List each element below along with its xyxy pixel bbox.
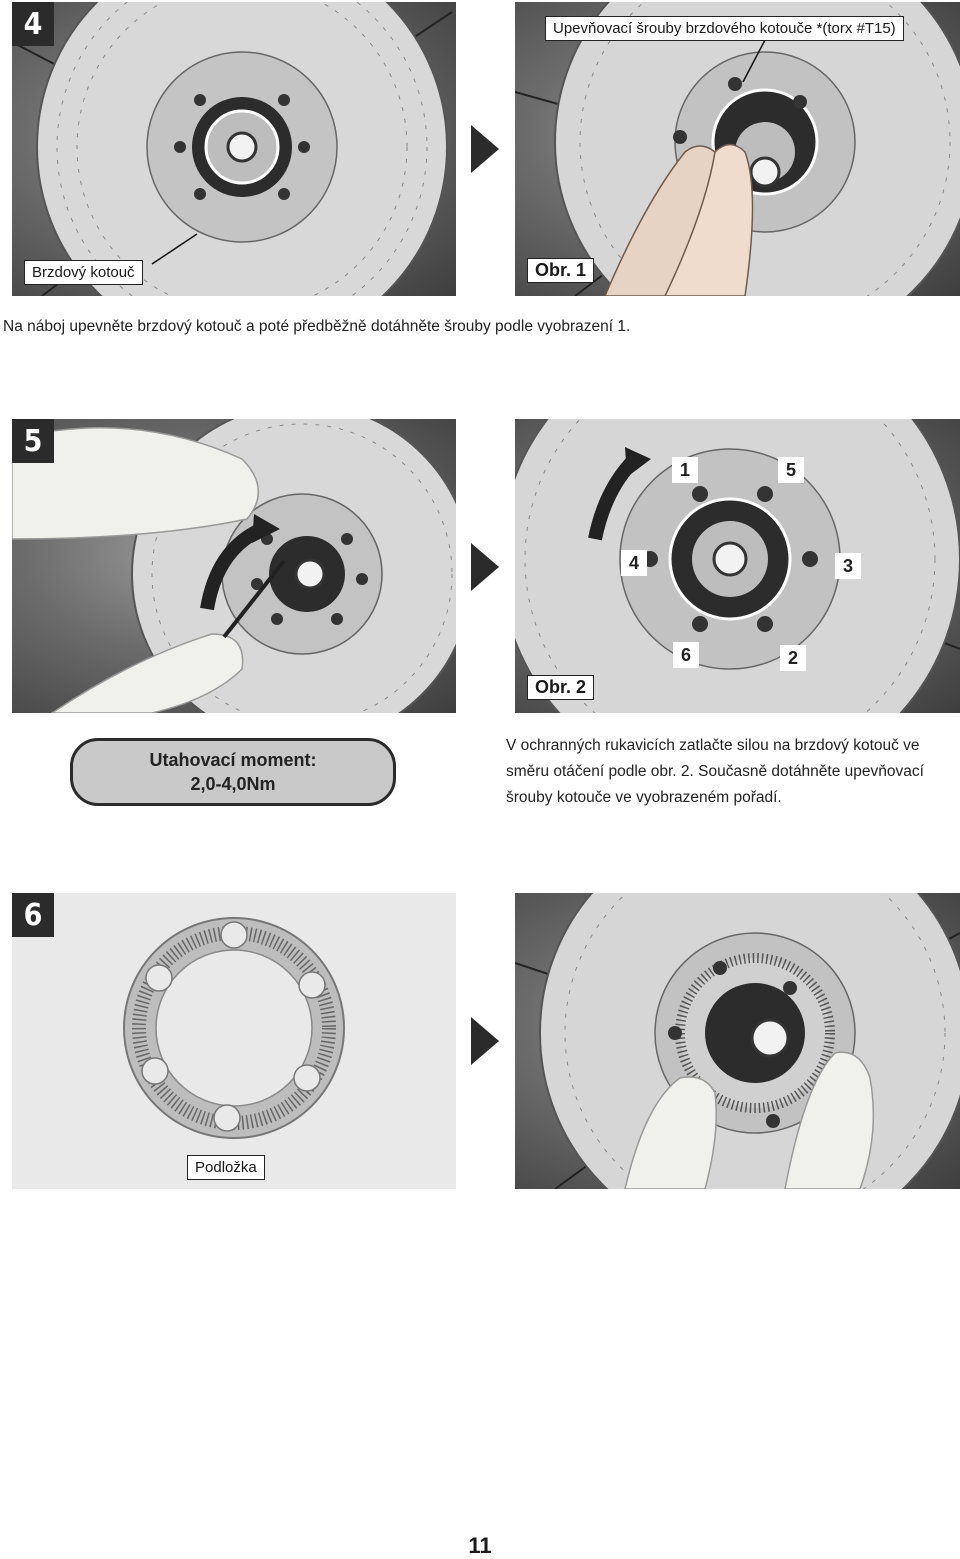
step5-photo-right: [515, 419, 960, 713]
bolt-order-4: 4: [621, 550, 647, 576]
next-step-arrow: [471, 1017, 499, 1065]
rotor-bolts-illustration: [515, 2, 960, 296]
torque-label: Utahovací moment:: [149, 750, 317, 770]
step6-photo-right: [515, 893, 960, 1189]
brake-rotor-illustration: [12, 2, 456, 296]
brake-rotor-callout: Brzdový kotouč: [24, 260, 143, 285]
torque-specification: [70, 738, 396, 806]
bolt-order-3: 3: [835, 553, 861, 579]
figure-2-label: Obr. 2: [527, 675, 594, 700]
bolt-order-1: 1: [672, 457, 698, 483]
step4-photo-right: [515, 2, 960, 296]
step-number-badge: 6: [12, 893, 54, 937]
step6-photo-left: [12, 893, 456, 1189]
step-number-badge: 5: [12, 419, 54, 463]
bolt-order-6: 6: [673, 642, 699, 668]
rotor-bolts-callout: Upevňovací šrouby brzdového kotouče *(torx #T15): [545, 16, 904, 41]
step4-instruction: Na náboj upevněte brzdový kotouč a poté předběžně dotáhněte šrouby podle vyobrazení 1.: [3, 318, 631, 335]
lock-washer-illustration: [12, 893, 456, 1189]
lock-washer-callout: Podložka: [187, 1155, 265, 1180]
next-step-arrow: [471, 125, 499, 173]
washer-install-illustration: [515, 893, 960, 1189]
bolt-order-illustration: [515, 419, 960, 713]
step5-instruction: V ochranných rukavicích zatlačte silou na brzdový kotouč ve směru otáčení podle obr. 2. Současně dotáhněte upevňovací šrouby kotouče ve vyobrazeném pořadí.: [506, 737, 924, 806]
next-step-arrow: [471, 543, 499, 591]
step4-photo-left: [12, 2, 456, 296]
bolt-order-5: 5: [778, 457, 804, 483]
step5-photo-left: [12, 419, 456, 713]
torque-value: 2,0-4,0Nm: [190, 774, 276, 794]
step-number-badge: 4: [12, 2, 54, 46]
page-number: 11: [468, 1533, 492, 1558]
bolt-order-2: 2: [780, 645, 806, 671]
gloved-hands-rotor-illustration: [12, 419, 456, 713]
figure-1-label: Obr. 1: [527, 258, 594, 283]
